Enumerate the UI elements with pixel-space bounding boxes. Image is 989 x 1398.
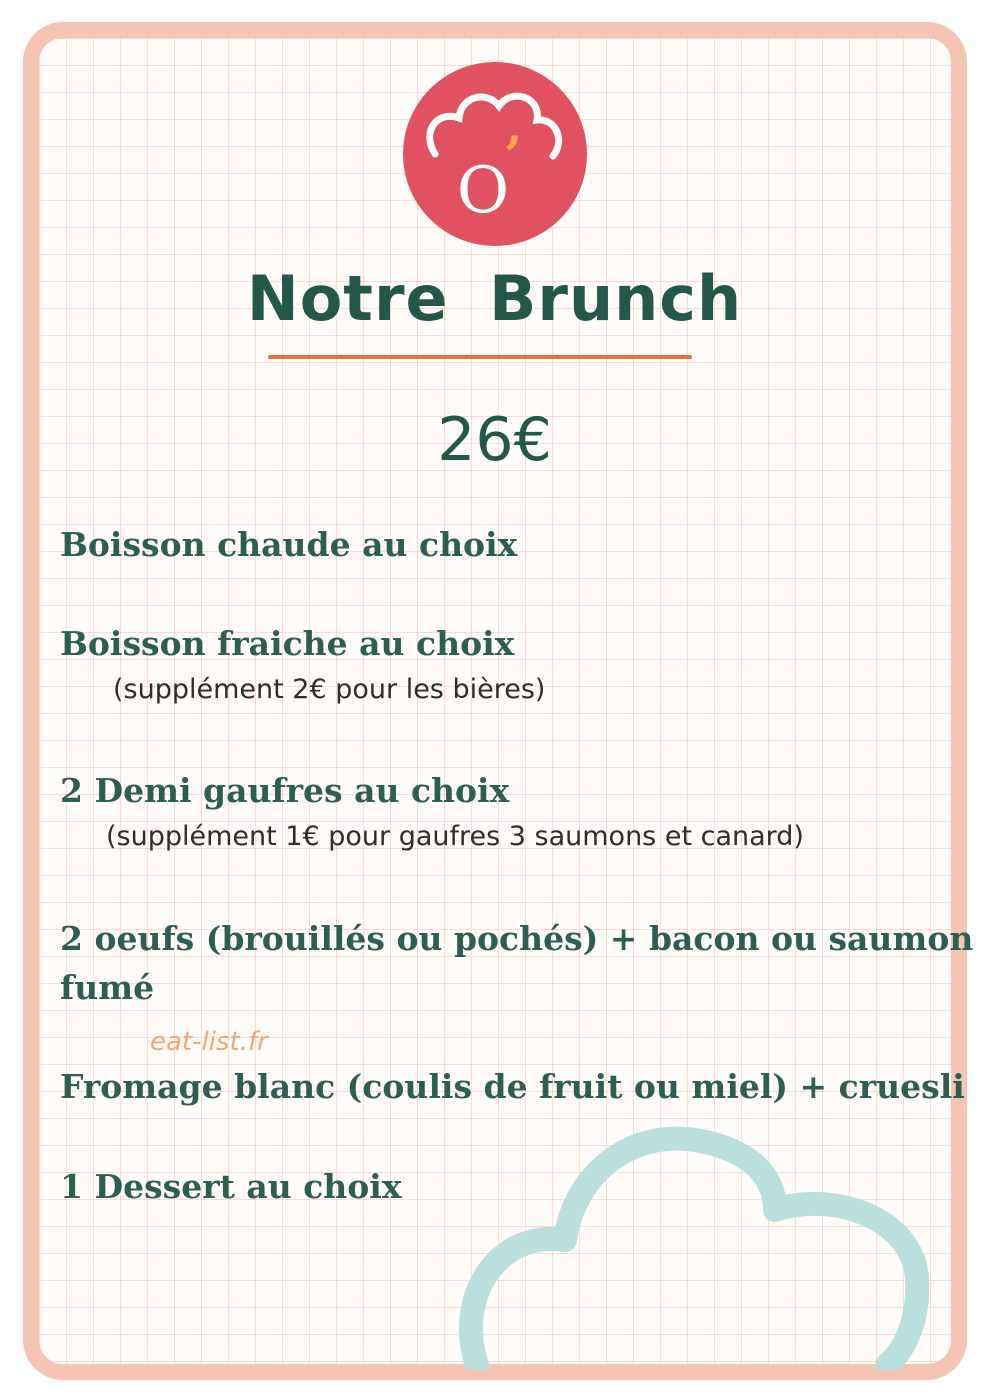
cloud-decoration-icon [455,1110,935,1370]
menu-item-dessert: 1 Dessert au choix [60,1167,402,1206]
logo [403,62,587,246]
title-underline [268,355,692,359]
menu-item-waffles-note: (supplément 1€ pour gaufres 3 saumons et canard) [106,821,804,852]
menu-item-eggs-line2: fumé [60,968,155,1007]
menu-item-fromage-blanc: Fromage blanc (coulis de fruit ou miel) + cruesli [60,1067,965,1106]
menu-item-waffles: 2 Demi gaufres au choix [60,771,510,810]
menu-item-cold-drink: Boisson fraiche au choix [60,624,515,663]
menu-item-cold-drink-note: (supplément 2€ pour les bières) [113,674,546,705]
menu-title: Notre Brunch [246,262,743,335]
menu-price: 26€ [437,405,552,475]
watermark: eat-list.fr [150,1027,268,1057]
menu-item-hot-drink: Boisson chaude au choix [60,525,518,564]
logo-apostrophe: ’ [503,126,523,187]
logo-letter: O [456,154,510,228]
menu-item-eggs: 2 oeufs (brouillés ou pochés) + bacon ou saumon [60,919,974,958]
